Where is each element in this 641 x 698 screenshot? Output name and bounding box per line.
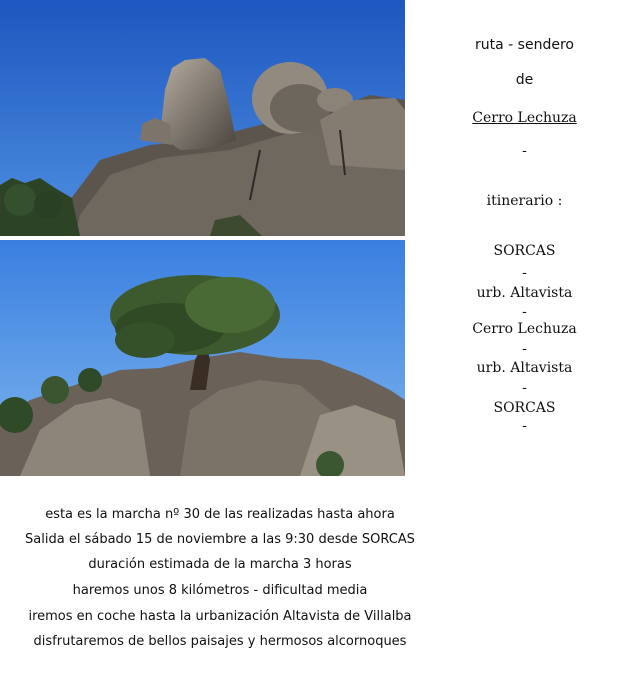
itinerary-label: itinerario : — [486, 193, 563, 209]
rock-formation-image — [0, 0, 405, 236]
transport-line: iremos en coche hasta la urbanización Altavista de Villalba — [28, 609, 412, 624]
route-type-label: ruta - sendero — [475, 37, 574, 53]
itinerary-separator: - — [522, 265, 527, 281]
route-info-panel — [408, 0, 641, 480]
itinerary-stop: urb. Altavista — [476, 285, 573, 301]
distance-difficulty-line: haremos unos 8 kilómetros - dificultad media — [72, 583, 368, 598]
itinerary-stop: Cerro Lechuza — [472, 321, 577, 337]
itinerary-separator: - — [522, 304, 527, 320]
itinerary-stop: urb. Altavista — [476, 360, 573, 376]
itinerary-separator: - — [522, 341, 527, 357]
scenery-line: disfrutaremos de bellos paisajes y hermosos alcornoques — [33, 634, 407, 649]
duration-line: duración estimada de la marcha 3 horas — [88, 557, 352, 572]
hike-number-line: esta es la marcha nº 30 de las realizadas hasta ahora — [45, 507, 395, 522]
itinerary-separator: - — [522, 418, 527, 434]
route-title: Cerro Lechuza — [472, 110, 577, 126]
rock-formation-photo — [0, 0, 405, 236]
route-title-separator: - — [522, 143, 527, 159]
itinerary-stop: SORCAS — [493, 243, 556, 259]
route-preposition: de — [515, 72, 534, 88]
cork-oak-photo — [0, 240, 405, 476]
itinerary-separator: - — [522, 380, 527, 396]
departure-line: Salida el sábado 15 de noviembre a las 9:30 desde SORCAS — [25, 532, 415, 547]
itinerary-stop: SORCAS — [493, 400, 556, 416]
cork-oak-image — [0, 240, 405, 476]
